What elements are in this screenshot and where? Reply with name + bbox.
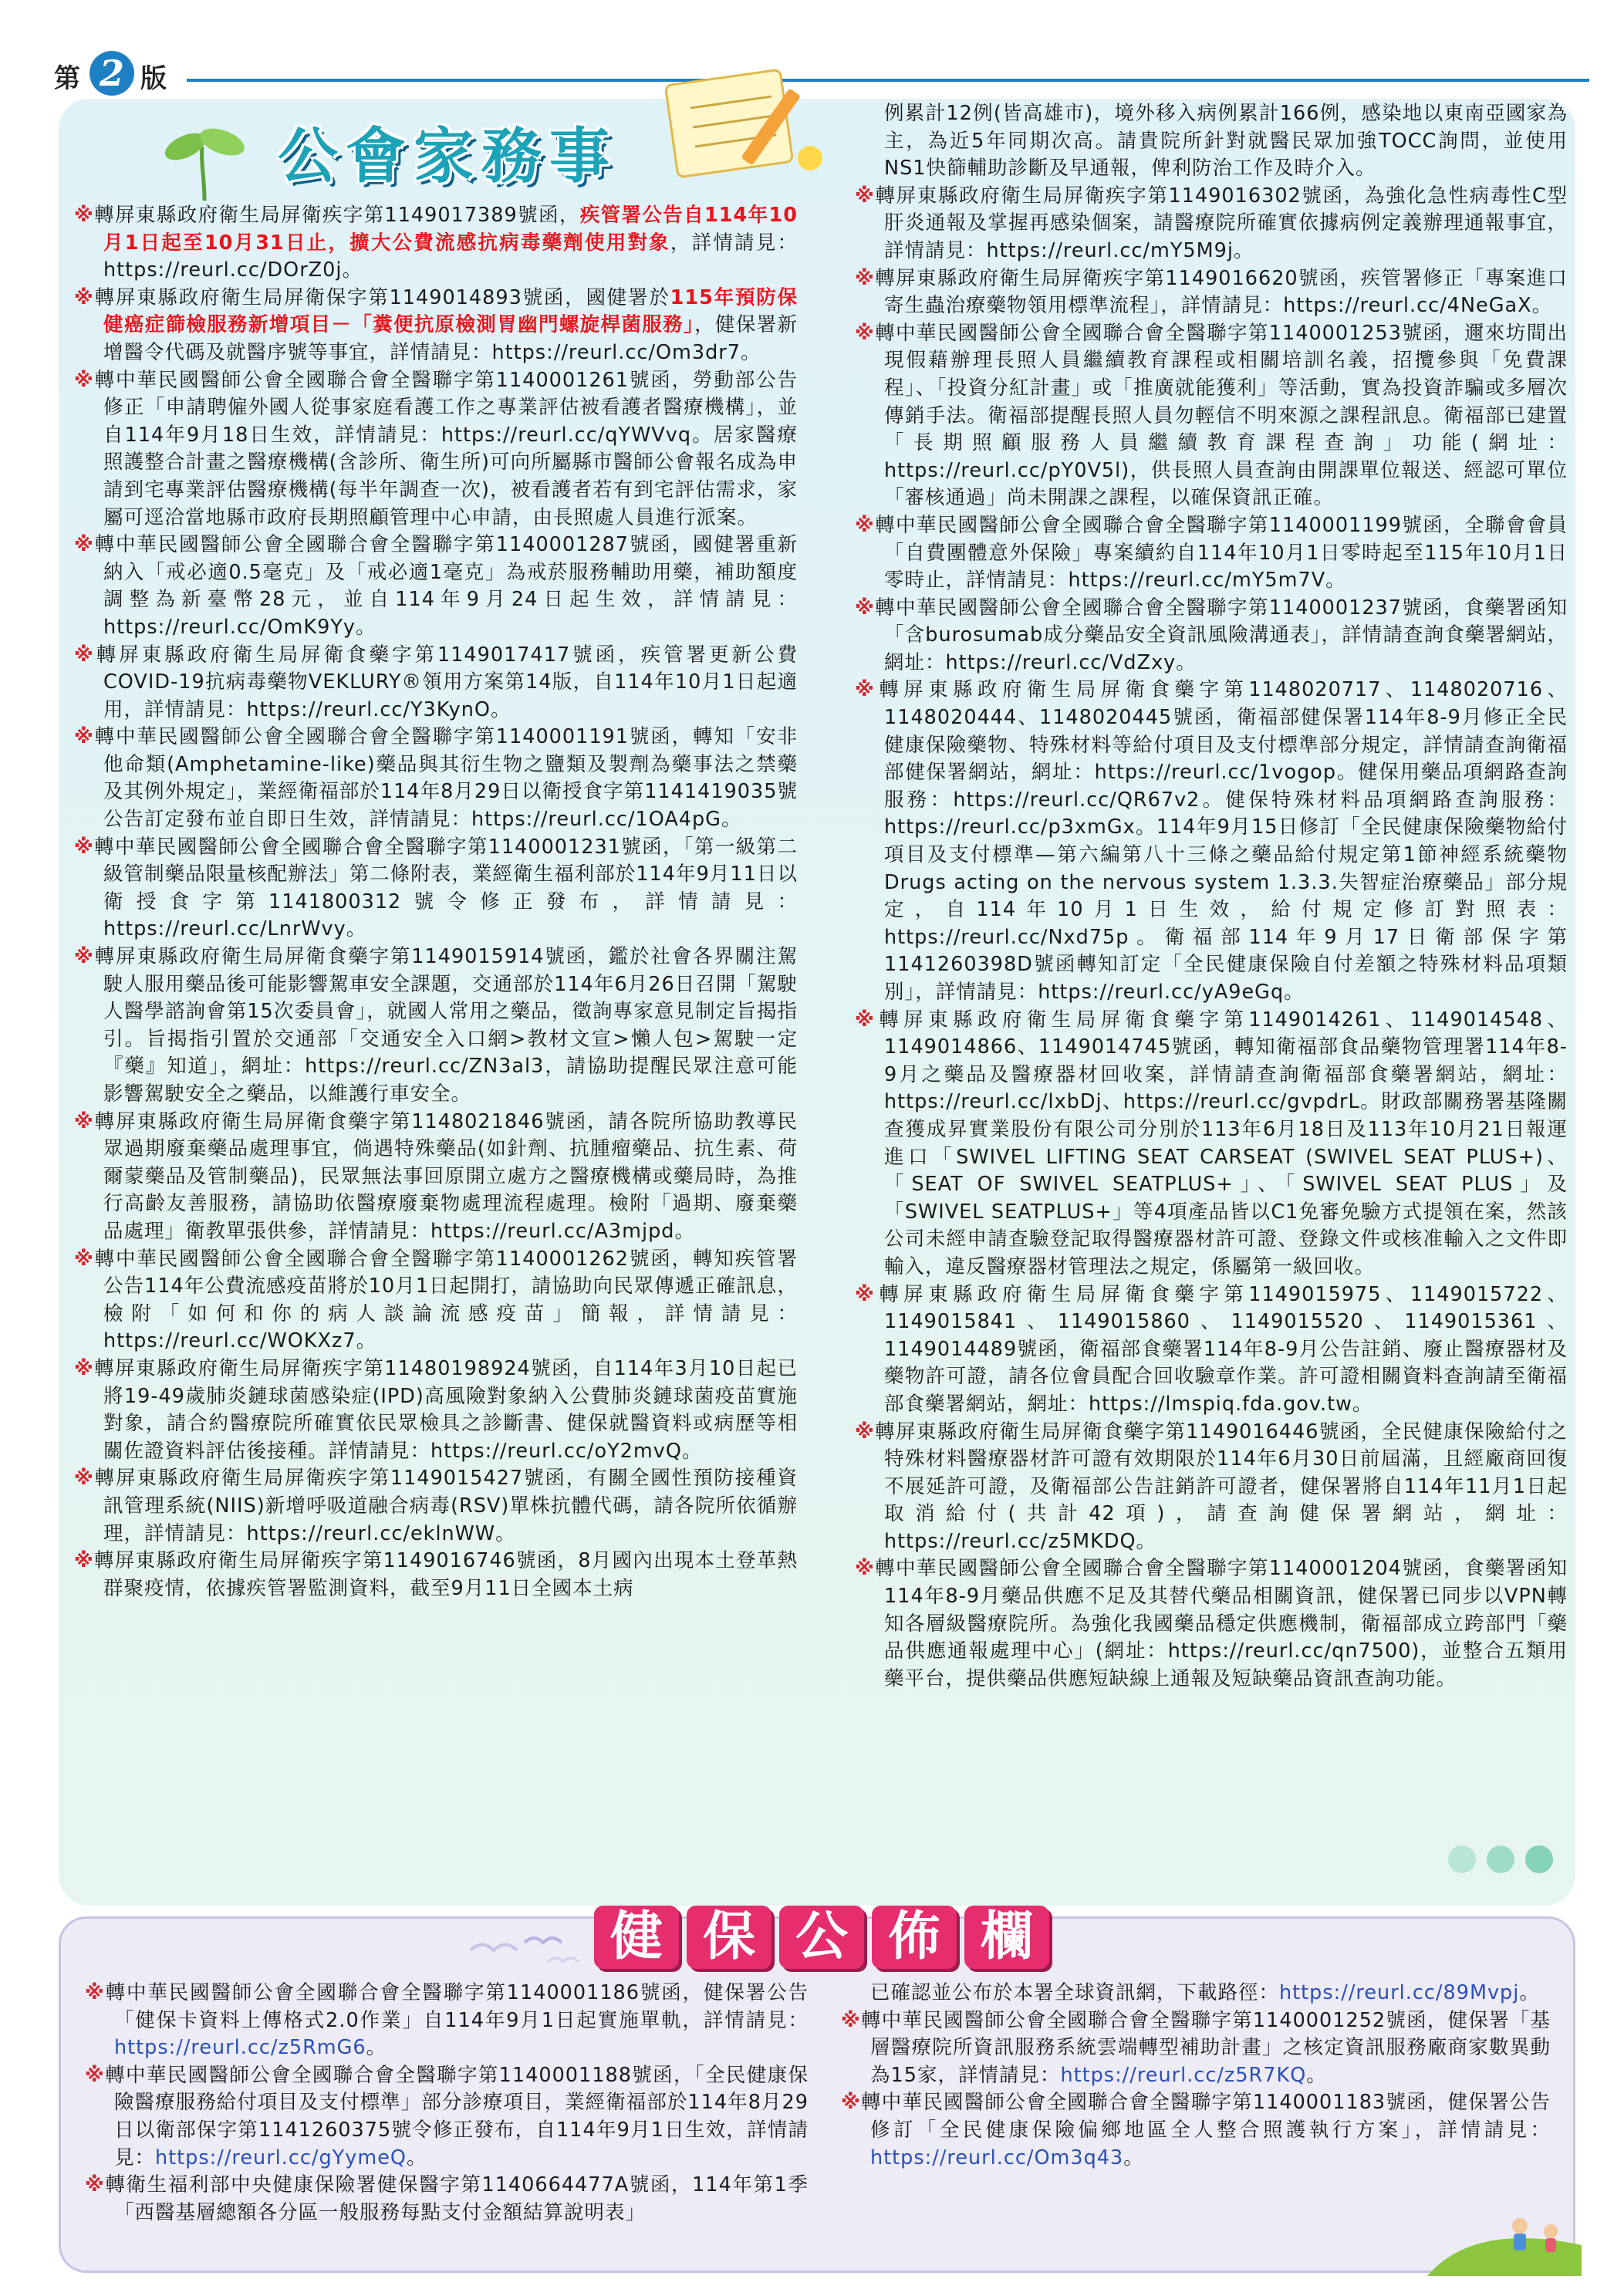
item-text: 例累計12例(皆高雄市)，境外移入病例累計166例，感染地以東南亞國家為主，為近5年同期次高。請貴院所針對就醫民眾加強TOCC詢問，並使用NS1快篩輔助診斷及早通報，俾利防治工作及時介入。 bbox=[884, 102, 1568, 181]
news-item bbox=[855, 595, 1568, 677]
news-item bbox=[855, 320, 1568, 512]
reference-mark-icon: ※ bbox=[855, 321, 876, 345]
news-item bbox=[85, 2172, 809, 2227]
url-link[interactable]: https://reurl.cc/Om3q43 bbox=[870, 2146, 1124, 2169]
item-text: 轉中華民國醫師公會全國聯合會全醫聯字第1140001261號函，勞動部公告修正「申請聘僱外國人從事家庭看護工作之專業評估被看護者醫療機構」，並自114年9月18日生效，詳情請見：https://reurl.cc/qYWVvq。居家醫療照護整合計畫之醫療機構(含診所、衛生所)可向所屬縣市醫師公會報名成為申請到宅專業評估醫療機構(每半年調查一次)，被看護者若有到宅評估需求，家屬可逕洽當地縣市政府長期照顧管理中心申請，由長照處人員進行派案。 bbox=[94, 368, 798, 529]
reference-mark-icon: ※ bbox=[855, 1282, 880, 1306]
news-item bbox=[74, 834, 798, 944]
reference-mark-icon: ※ bbox=[855, 678, 880, 702]
grass-kids-icon bbox=[1427, 2191, 1582, 2276]
url-link[interactable]: https://reurl.cc/z5R7KQ bbox=[1060, 2063, 1307, 2087]
reference-mark-icon: ※ bbox=[855, 266, 876, 290]
header-rule bbox=[187, 79, 1589, 82]
item-text: 轉中華民國醫師公會全國聯合會全醫聯字第1140001188號函，「全民健康保險醫療服務給付項目及支付標準」部分診療項目，業經衛福部於114年8月29日以衛部保字第1141260375號令修正發布，自114年9月1日生效，詳情請見： bbox=[105, 2063, 809, 2169]
reference-mark-icon: ※ bbox=[841, 2008, 862, 2032]
item-text: 。 bbox=[1123, 2146, 1144, 2169]
news-item bbox=[855, 1419, 1568, 1556]
reference-mark-icon: ※ bbox=[841, 2091, 862, 2115]
news-item bbox=[74, 202, 798, 285]
birds-icon bbox=[463, 1920, 586, 1974]
news-item bbox=[74, 1548, 798, 1602]
item-text: 。 bbox=[1519, 1981, 1540, 2004]
reference-mark-icon: ※ bbox=[85, 1981, 106, 2004]
nhi-bulletin-right-column bbox=[841, 1980, 1551, 2172]
item-text: 轉屏東縣政府衛生局屏衛食藥字第1149016446號函，全民健康保險給付之特殊材料醫療器材許可證有效期限於114年6月30日前屆滿，且經廠商回復不展延許可證，及衛福部公告註銷許可證者，健保署將自114年11月1日起取消給付(共計42項)，請查詢健保署網站，網址：https://reurl.cc/z5MKDQ。 bbox=[875, 1420, 1568, 1553]
title-char: 健 bbox=[594, 1906, 679, 1969]
news-item bbox=[841, 1980, 1551, 2007]
section-title-nhi-bulletin bbox=[594, 1906, 1057, 1977]
highlight-text: 疾管署公告自114年10月1日起至10月31日止，擴大公費流感抗病毒藥劑使用對象 bbox=[103, 204, 798, 255]
news-item bbox=[841, 2007, 1551, 2090]
item-text: 轉屏東縣政府衛生局屏衛疾字第11480198924號函，自114年3月10日起已將19-49歲肺炎鏈球菌感染症(IPD)高風險對象納入公費肺炎鏈球菌疫苗實施對象，請合約醫療院所確實依民眾檢具之診斷書、健保就醫資料或病歷等相關佐證資料評估後接種。詳情請見：https://reurl.cc/oY2mvQ。 bbox=[94, 1356, 798, 1463]
item-text: 轉屏東縣政府衛生局屏衛食藥字第1148020717、1148020716、1148020444、1148020445號函，衛福部健保署114年8-9月修正全民健康保險藥物、特殊材料等給付項目及支付標準部分規定，詳情請查詢衛福部健保署網站，網址：https://reurl.cc/1vogop。健保用藥品項網路查詢服務：https://reurl.cc/QR67v2。健保特殊材料品項網路查詢服務：https://reurl.cc/p3xmGx。114年9月15日修訂「全民健康保險藥物給付項目及支付標準—第六編第八十三條之藥品給付規定第1節神經系統藥物 Drugs acting on the nervous system 1.3.3.失智症治療藥品」部分規定，自114年10月1日生效，給付規定修訂對照表：https://reurl.cc/Nxd75p。衛福部114年9月17日衛部保字第1141260398D號函轉知訂定「全民健康保險自付差額之特殊材料品項類別」，詳情請見：https://reurl.cc/yA9eGq。 bbox=[879, 678, 1568, 1004]
item-text: ，詳情請見：https://reurl.cc/DOrZ0j。 bbox=[103, 231, 798, 282]
item-text: 轉屏東縣政府衛生局屏衛疾字第1149015427號函，有關全國性預防接種資訊管理系統(NIIS)新增呼吸道融合病毒(RSV)單株抗體代碼，請各院所依循辦理，詳情請見：https://reurl.cc/eklnWW。 bbox=[94, 1467, 798, 1545]
news-item bbox=[855, 100, 1568, 183]
reference-mark-icon: ※ bbox=[74, 1467, 95, 1491]
reference-mark-icon: ※ bbox=[74, 1356, 95, 1380]
reference-mark-icon: ※ bbox=[74, 368, 95, 392]
highlight-text: 115年預防保健癌症篩檢服務新增項目－「糞便抗原檢測胃幽門螺旋桿菌服務」 bbox=[103, 285, 798, 337]
reference-mark-icon: ※ bbox=[74, 1247, 95, 1271]
url-link[interactable]: https://reurl.cc/89Mvpj bbox=[1279, 1981, 1520, 2004]
reference-mark-icon: ※ bbox=[85, 2063, 106, 2087]
item-text: 轉屏東縣政府衛生局屏衛疾字第1149017389號函， bbox=[94, 204, 580, 227]
reference-mark-icon: ※ bbox=[855, 596, 876, 620]
reference-mark-icon: ※ bbox=[855, 184, 876, 208]
item-text: 轉屏東縣政府衛生局屏衛保字第1149014893號函，國健署於 bbox=[94, 285, 670, 309]
item-text: 轉中華民國醫師公會全國聯合會全醫聯字第1140001262號函，轉知疾管署公告114年公費流感疫苗將於10月1日起開打，請協助向民眾傳遞正確訊息，檢附「如何和你的病人談論流感疫苗」簡報，詳情請見：https://reurl.cc/WOKXz7。 bbox=[94, 1247, 798, 1353]
page-label-suffix: 版 bbox=[140, 63, 167, 94]
reference-mark-icon: ※ bbox=[855, 1008, 880, 1032]
reference-mark-icon: ※ bbox=[74, 725, 95, 749]
news-item bbox=[74, 642, 798, 724]
sprout-icon bbox=[154, 116, 255, 201]
item-text: 轉中華民國醫師公會全國聯合會全醫聯字第1140001191號函，轉知「安非他命類(Amphetamine-like)藥品與其衍生物之鹽類及製劑為藥事法之禁藥及其例外規定」，業經衛福部於114年8月29日以衛授食字第1141419035號公告訂定發布並自即日生效，詳情請見：https://reurl.cc/1OA4pG。 bbox=[94, 725, 798, 832]
reference-mark-icon: ※ bbox=[74, 1109, 95, 1133]
reference-mark-icon: ※ bbox=[855, 513, 876, 537]
item-text: 轉屏東縣政府衛生局屏衛食藥字第1148021846號函，請各院所協助教導民眾過期廢棄藥品處理事宜，倘遇特殊藥品(如針劑、抗腫瘤藥品、抗生素、荷爾蒙藥品及管制藥品)，民眾無法事回原開立處方之醫療機構或藥局時，為推行高齡友善服務，請協助依醫療廢棄物處理流程處理。檢附「過期、廢棄藥品處理」衛教單張供參，詳情請見：https://reurl.cc/A3mjpd。 bbox=[94, 1109, 798, 1243]
association-news-right-column bbox=[855, 100, 1568, 1693]
item-text: 轉衛生福利部中央健康保險署健保醫字第1140664477A號函，114年第1季「西醫基層總額各分區一般服務每點支付金額結算說明表」 bbox=[105, 2173, 809, 2224]
notepad-pencil-icon bbox=[648, 62, 833, 185]
item-text: ，健保署新增醫令代碼及就醫序號等事宜，詳情請見：https://reurl.cc/Om3dr7。 bbox=[103, 313, 798, 364]
news-item bbox=[74, 724, 798, 833]
news-item bbox=[74, 1109, 798, 1246]
reference-mark-icon: ※ bbox=[74, 945, 95, 969]
item-text: 轉中華民國醫師公會全國聯合會全醫聯字第1140001253號函，邇來坊間出現假藉辦理長照人員繼續教育課程或相關培訓名義，招攬參與「免費課程」、「投資分紅計畫」或「推廣就能獲利」等活動，實為投資詐騙或多層次傳銷手法。衛福部提醒長照人員勿輕信不明來源之課程訊息。衛福部已建置「長期照顧服務人員繼續教育課程查詢」功能(網址：https://reurl.cc/pY0V5l)，供長照人員查詢由開課單位報送、經認可單位「審核通過」尚未開課之課程，以確保資訊正確。 bbox=[875, 321, 1568, 510]
title-char: 欄 bbox=[964, 1906, 1049, 1969]
item-text: 轉中華民國醫師公會全國聯合會全醫聯字第1140001231號函，「第一級第二級管制藥品限量核配辦法」第二條附表，業經衛生福利部於114年9月11日以衛授食字第1141800312號令修正發布，詳情請見：https://reurl.cc/LnrWvy。 bbox=[94, 835, 798, 941]
item-text: 轉屏東縣政府衛生局屏衛食藥字第1149015914號函，鑑於社會各界關注駕駛人服用藥品後可能影響駕車安全課題，交通部於114年6月26日召開「駕駛人醫學諮詢會第15次委員會」，就國人常用之藥品，徵詢專家意見制定旨揭指引。旨揭指引置於交通部「交通安全入口網>教材文宣>懶人包>駕駛一定『藥』知道」，網址：https://reurl.cc/ZN3al3，請協助提醒民眾注意可能影響駕駛安全之藥品，以維護行車安全。 bbox=[94, 945, 798, 1106]
url-link[interactable]: https://reurl.cc/gYymeQ bbox=[155, 2146, 407, 2169]
news-item bbox=[74, 944, 798, 1109]
nhi-bulletin-left-column bbox=[85, 1980, 809, 2227]
association-news-left-column bbox=[74, 202, 798, 1602]
url-link[interactable]: https://reurl.cc/z5RmG6 bbox=[114, 2036, 366, 2060]
news-item bbox=[74, 285, 798, 367]
news-item bbox=[855, 183, 1568, 265]
item-text: 轉中華民國醫師公會全國聯合會全醫聯字第1140001287號函，國健署重新納入「戒必適0.5毫克」及「戒必適1毫克」為戒菸服務輔助用藥，補助額度調整為新臺幣28元，並自114年9月24日起生效，詳情請見：https://reurl.cc/OmK9Yy。 bbox=[94, 533, 798, 639]
news-item bbox=[855, 677, 1568, 1006]
reference-mark-icon: ※ bbox=[74, 285, 95, 309]
title-char: 保 bbox=[687, 1906, 771, 1969]
news-item bbox=[74, 1356, 798, 1465]
item-text: 轉中華民國醫師公會全國聯合會全醫聯字第1140001199號函，全聯會會員「自費團體意外保險」專案續約自114年10月1日零時起至115年10月1日零時止，詳情請見：https://reurl.cc/mY5m7V。 bbox=[875, 513, 1568, 593]
item-text: 轉屏東縣政府衛生局屏衛疾字第1149016302號函，為強化急性病毒性C型肝炎通報及掌握再感染個案，請醫療院所確實依據病例定義辦理通報事宜，詳情請見：https://reurl.cc/mY5M9j。 bbox=[875, 184, 1568, 262]
title-char: 佈 bbox=[872, 1906, 957, 1969]
page-number-badge: 2 bbox=[89, 51, 134, 96]
reference-mark-icon: ※ bbox=[74, 643, 96, 667]
item-text: 轉屏東縣政府衛生局屏衛疾字第1149016746號函，8月國內出現本土登革熱群聚疫情，依據疾管署監測資料，截至9月11日全國本土病 bbox=[94, 1549, 798, 1600]
news-item bbox=[74, 532, 798, 641]
item-text: 。 bbox=[406, 2146, 427, 2169]
news-item bbox=[85, 1980, 809, 2062]
item-text: 。 bbox=[366, 2036, 387, 2060]
item-text: 轉屏東縣政府衛生局屏衛食藥字第1149015975、1149015722、1149015841、1149015860、1149015520、1149015361、1149014489號函，衛福部食藥署114年8-9月公告註銷、廢止醫療器材及藥物許可證，請各位會員配合回收驗章作業。許可證相關資料查詢請至衛福部食藥署網站，網址：https://lmspiq.fda.gov.tw。 bbox=[879, 1282, 1568, 1416]
item-text: 轉屏東縣政府衛生局屏衛食藥字第1149014261、1149014548、1149014866、1149014745號函，轉知衛福部食品藥物管理署114年8-9月之藥品及醫療器材回收案，詳情請查詢衛福部食藥署網站，網址：https://reurl.cc/lxbDj、https://reurl.cc/gvpdrL。財政部關務署基隆關查獲成昇實業股份有限公司分別於113年6月18日及113年10月21日報運進口「SWIVEL LIFTING SEAT CARSEAT (SWIVEL SEAT PLUS+)、「SEAT OF SWIVEL SEATPLUS+」、「SWIVEL SEAT PLUS」及「SWIVEL SEATPLUS+」等4項產品皆以C1免審免驗方式提領在案，然該公司未經申請查驗登記取得醫療器材許可證、登錄文件或核准輸入之文件即輸入，違反醫療器材管理法之規定，係屬第一級回收。 bbox=[879, 1008, 1568, 1278]
news-item bbox=[855, 1281, 1568, 1419]
item-text: 轉屏東縣政府衛生局屏衛疾字第1149016620號函，疾管署修正「專案進口寄生蟲治療藥物領用標準流程」，詳情請見：https://reurl.cc/4NeGaX。 bbox=[875, 266, 1568, 318]
item-text: 已確認並公布於本署全球資訊網，下載路徑： bbox=[870, 1981, 1280, 2004]
reference-mark-icon: ※ bbox=[855, 1420, 876, 1443]
news-item bbox=[74, 1246, 798, 1356]
reference-mark-icon: ※ bbox=[85, 2173, 106, 2197]
item-text: 轉中華民國醫師公會全國聯合會全醫聯字第1140001204號函，食藥署函知114年8-9月藥品供應不足及其替代藥品相關資訊，健保署已同步以VPN轉知各層級醫療院所。為強化我國藥品穩定供應機制，衛福部成立跨部門「藥品供應通報處理中心」(網址：https://reurl.cc/qn7500)，並整合五類用藥平台，提供藥品供應短缺線上通報及短缺藥品資訊查詢功能。 bbox=[875, 1557, 1568, 1690]
item-text: 轉屏東縣政府衛生局屏衛食藥字第1149017417號函，疾管署更新公費COVID-19抗病毒藥物VEKLURY®領用方案第14版，自114年10月1日起適用，詳情請見：https://reurl.cc/Y3KynO。 bbox=[96, 643, 798, 721]
item-text: 轉中華民國醫師公會全國聯合會全醫聯字第1140001252號函，健保署「基層醫療院所資訊服務系統雲端轉型補助計畫」之核定資訊服務廠商家數異動為15家，詳情請見： bbox=[861, 2008, 1551, 2087]
item-text: 。 bbox=[1306, 2063, 1327, 2087]
item-text: 轉中華民國醫師公會全國聯合會全醫聯字第1140001183號函，健保署公告修訂「全民健康保險偏鄉地區全人整合照護執行方案」，詳情請見： bbox=[861, 2091, 1551, 2142]
reference-mark-icon: ※ bbox=[74, 835, 95, 859]
title-char: 公 bbox=[779, 1906, 864, 1969]
news-item bbox=[855, 512, 1568, 595]
page-label-prefix: 第 bbox=[54, 63, 80, 94]
news-item bbox=[74, 1465, 798, 1548]
reference-mark-icon: ※ bbox=[74, 1549, 95, 1573]
news-item bbox=[855, 1007, 1568, 1281]
reference-mark-icon: ※ bbox=[74, 204, 95, 227]
item-text: 轉中華民國醫師公會全國聯合會全醫聯字第1140001186號函，健保署公告「健保卡資料上傳格式2.0作業」自114年9月1日起實施單軌，詳情請見： bbox=[105, 1981, 809, 2032]
decorative-dots-icon bbox=[1443, 1836, 1574, 1882]
news-item bbox=[85, 2062, 809, 2172]
reference-mark-icon: ※ bbox=[855, 1557, 876, 1581]
news-item bbox=[855, 265, 1568, 320]
item-text: 轉中華民國醫師公會全國聯合會全醫聯字第1140001237號函，食藥署函知「含burosumab成分藥品安全資訊風險溝通表」，詳情請查詢食藥署網站，網址：https://reurl.cc/VdZxy。 bbox=[875, 596, 1568, 674]
news-item bbox=[855, 1555, 1568, 1693]
news-item bbox=[841, 2089, 1551, 2172]
news-item bbox=[74, 367, 798, 532]
reference-mark-icon: ※ bbox=[74, 533, 95, 557]
section-title-association: 公會家務事 bbox=[278, 122, 618, 191]
